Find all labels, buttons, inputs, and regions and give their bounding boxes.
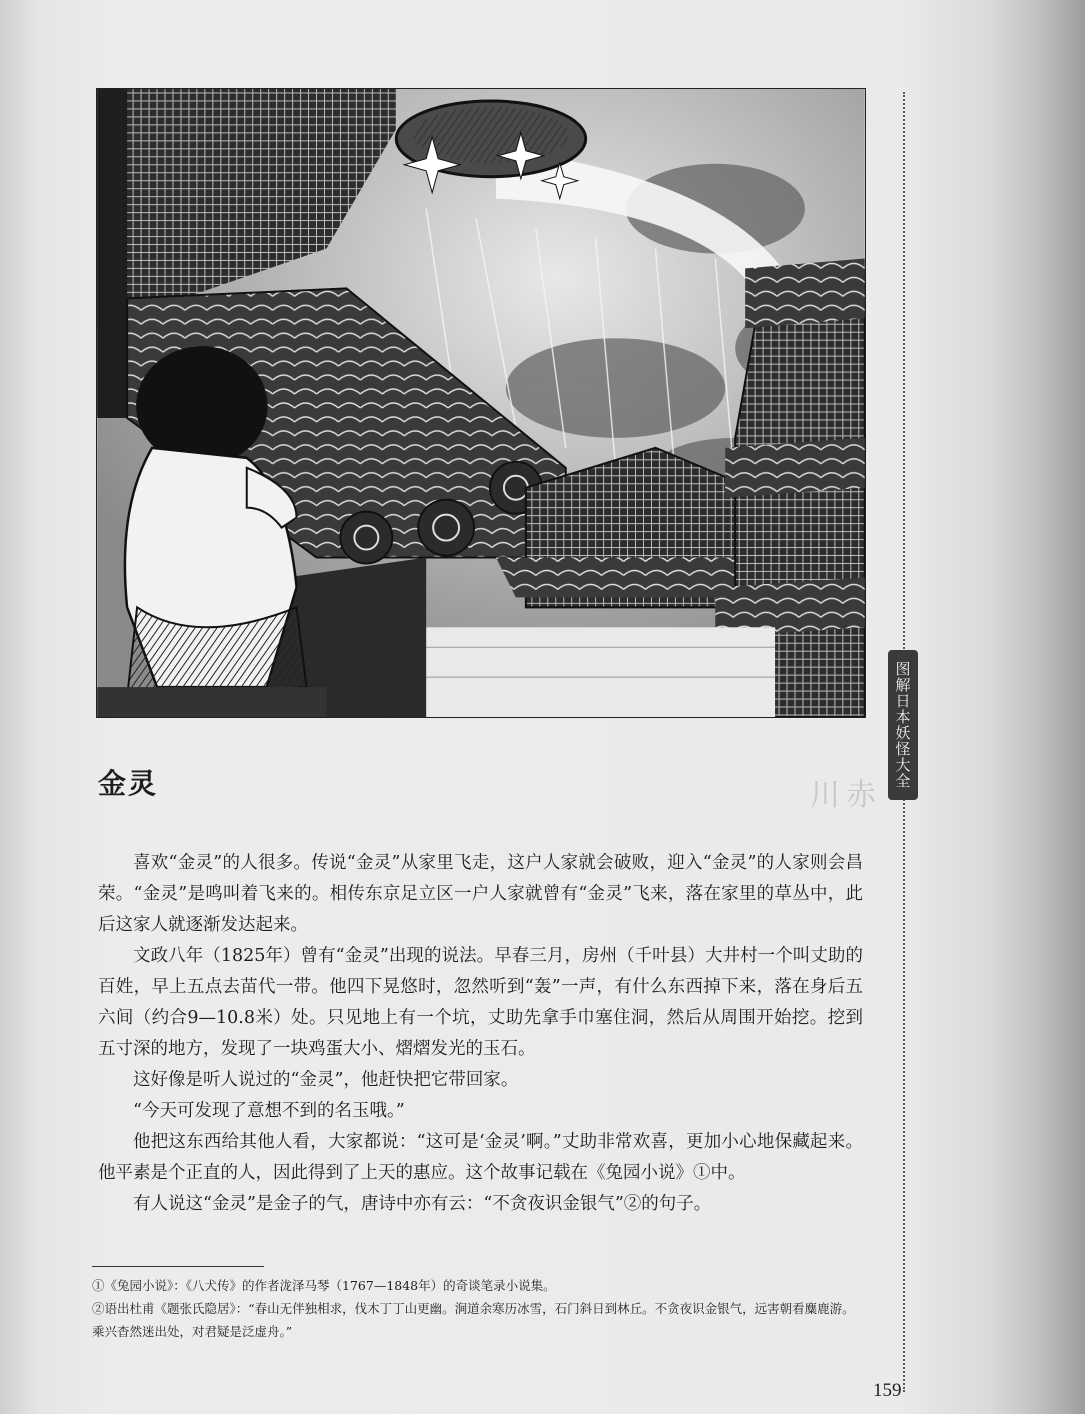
paragraph: 有人说这“金灵”是金子的气，唐诗中亦有云：“不贪夜识金银气”②的句子。 xyxy=(133,1194,712,1214)
article-title: 金灵 xyxy=(98,767,159,800)
paragraph: “今天可发现了意想不到的名玉哦。” xyxy=(133,1101,405,1121)
footnote: ②语出杜甫《题张氏隐居》：“春山无伴独相求，伐木丁丁山更幽。涧道余寒历冰雪，石门斜日到林丘。不贪夜识金银气，远害朝看麋鹿游。乘兴杳然迷出处，对君疑是泛虚舟。” xyxy=(92,1301,855,1339)
footnote-divider xyxy=(92,1266,264,1267)
page-number: 159 xyxy=(873,1380,902,1401)
paragraph: 这好像是听人说过的“金灵”，他赶快把它带回家。 xyxy=(133,1070,519,1090)
footnote: ①《兔园小说》：《八犬传》的作者泷泽马琴（1767—1848年）的奇谈笔录小说集。 xyxy=(92,1278,556,1293)
article-body xyxy=(98,848,863,1220)
paragraph: 文政八年（1825年）曾有“金灵”出现的说法。早春三月，房州（千叶县）大井村一个叫丈助的百姓，早上五点去苗代一带。他四下晃悠时，忽然听到“轰”一声，有什么东西掉下来，落在身后五六间（约合9—10.8米）处。只见地上有一个坑，丈助先拿手巾塞住洞，然后从周围开始挖。挖到五寸深的地方，发现了一块鸡蛋大小、熠熠发光的玉石。 xyxy=(98,946,863,1059)
footnotes xyxy=(92,1274,867,1343)
manga-illustration xyxy=(96,88,866,718)
paragraph: 他把这东西给其他人看，大家都说：“这可是‘金灵’啊。”丈助非常欢喜，更加小心地保藏起来。他平素是个正直的人，因此得到了上天的惠应。这个故事记载在《兔园小说》①中。 xyxy=(98,1132,863,1183)
paragraph: 喜欢“金灵”的人很多。传说“金灵”从家里飞走，这户人家就会破败，迎入“金灵”的人家则会昌荣。“金灵”是鸣叫着飞来的。相传东京足立区一户人家就曾有“金灵”飞来，落在家里的草丛中，此后这家人就逐渐发达起来。 xyxy=(98,853,863,935)
chapter-side-tab: 图解日本妖怪大全 xyxy=(888,650,918,800)
bleed-through-title: 川赤 xyxy=(810,778,882,813)
